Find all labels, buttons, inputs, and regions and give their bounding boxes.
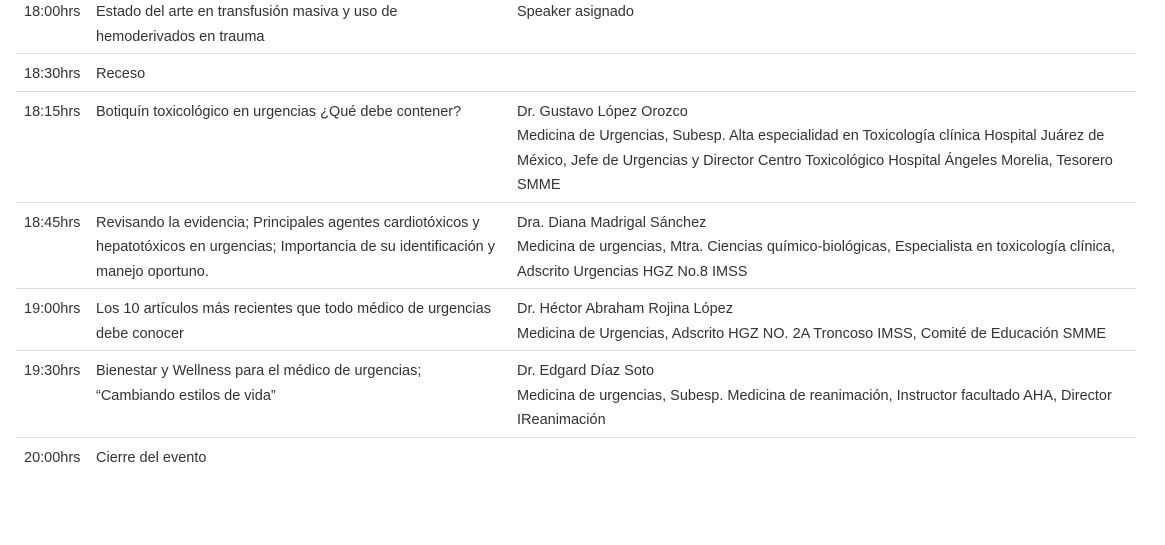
speaker-description: Medicina de Urgencias, Subesp. Alta especialidad en Toxicología clínica Hospital Juárez de México, Jefe de Urgencias y Director Centro Toxicológico Hospital Ángeles Morelia, Tesorero SMME <box>517 128 1113 193</box>
speaker-description: Medicina de urgencias, Subesp. Medicina de reanimación, Instructor facultado AHA, Director IReanimación <box>517 387 1112 428</box>
speaker-name: Dr. Gustavo López Orozco <box>517 103 688 120</box>
schedule-table <box>16 0 1136 474</box>
speaker-name: Speaker asignado <box>517 4 634 20</box>
table-row <box>16 92 1136 203</box>
session-topic: Receso <box>96 66 146 82</box>
table-row <box>16 438 1136 475</box>
session-topic: Revisando la evidencia; Principales agentes cardiotóxicos y hepatotóxicos en urgencias; Importancia de su identificación y manejo oportuno. <box>96 214 495 280</box>
session-speaker <box>506 297 1128 346</box>
speaker-description: Medicina de urgencias, Mtra. Ciencias químico-biológicas, Especialista en toxicología clínica, Adscrito Urgencias HGZ No.8 IMSS <box>517 239 1116 280</box>
speaker-name: Dr. Edgard Díaz Soto <box>517 363 655 379</box>
speaker-name: Dra. Diana Madrigal Sánchez <box>517 214 707 231</box>
session-topic: Bienestar y Wellness para el médico de urgencias; “Cambiando estilos de vida” <box>96 363 422 404</box>
session-topic: Estado del arte en transfusión masiva y uso de hemoderivados en trauma <box>96 4 398 45</box>
session-topic: Botiquín toxicológico en urgencias ¿Qué debe contener? <box>96 103 462 120</box>
session-time: 19:30hrs <box>24 363 81 379</box>
table-row <box>16 351 1136 438</box>
session-speaker <box>506 211 1128 285</box>
table-row <box>16 54 1136 92</box>
speaker-name: Dr. Héctor Abraham Rojina López <box>517 301 733 317</box>
session-speaker <box>506 62 1128 87</box>
session-topic: Los 10 artículos más recientes que todo médico de urgencias debe conocer <box>96 301 491 342</box>
speaker-description: Medicina de Urgencias, Adscrito HGZ NO. 2A Troncoso IMSS, Comité de Educación SMME <box>517 325 1107 342</box>
session-speaker <box>506 100 1128 198</box>
session-speaker <box>506 446 1128 471</box>
session-time: 19:00hrs <box>24 301 81 317</box>
table-row <box>16 289 1136 351</box>
session-time: 18:00hrs <box>24 4 81 20</box>
session-speaker <box>506 359 1128 433</box>
session-time: 18:45hrs <box>24 214 81 231</box>
session-time: 18:30hrs <box>24 66 81 82</box>
session-topic: Cierre del evento <box>96 449 207 466</box>
session-time: 18:15hrs <box>24 103 81 120</box>
table-row <box>16 203 1136 290</box>
table-row <box>16 0 1136 54</box>
session-speaker <box>506 0 1128 49</box>
session-time: 20:00hrs <box>24 449 81 466</box>
